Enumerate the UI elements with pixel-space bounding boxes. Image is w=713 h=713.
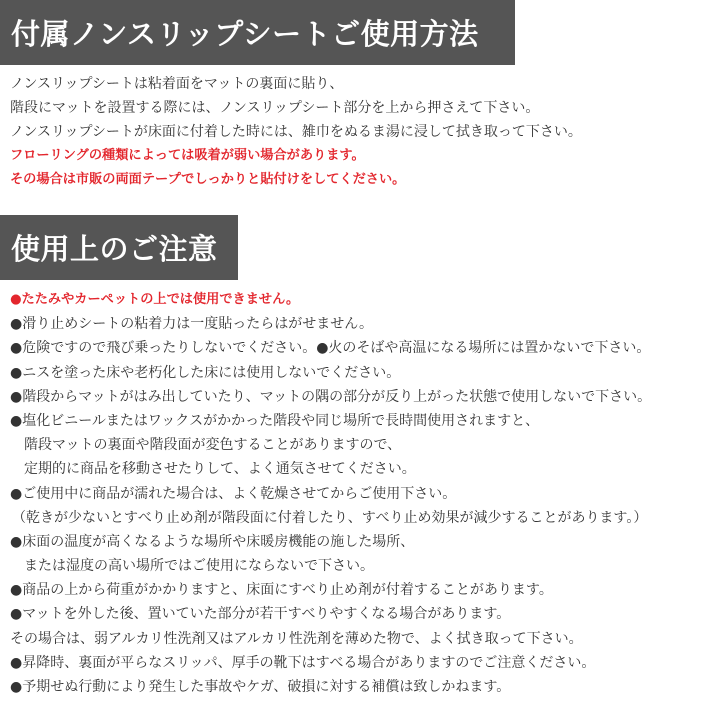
caution-line: ●床面の温度が高くなるような場所や床暖房機能の施した場所、 [10, 533, 415, 550]
caution-line: その場合は、弱アルカリ性洗剤又はアルカリ性洗剤を薄めた物で、よく拭き取って下さい。 [10, 630, 583, 647]
caution-note-line: （乾きが少ないとすべり止め剤が階段面に付着したり、すべり止め効果が減少することがあります。） [12, 509, 648, 526]
usage-section-heading: 付属ノンスリップシートご使用方法 [0, 0, 515, 65]
caution-line: ●商品の上から荷重がかかりますと、床面にすべり止め剤が付着することがあります。 [10, 582, 553, 599]
caution-line: ●階段からマットがはみ出していたり、マットの隅の部分が反り上がった状態で使用しないで下さい。 [10, 388, 652, 405]
usage-line: ノンスリップシートは粘着面をマットの裏面に貼り、 [10, 76, 344, 92]
caution-line: ●ご使用中に商品が濡れた場合は、よく乾燥させてからご使用下さい。 [10, 485, 457, 502]
usage-line: 階段にマットを設置する際には、ノンスリップシート部分を上から押さえて下さい。 [10, 100, 540, 116]
caution-warning-line: ●たたみやカーペットの上では使用できません。 [10, 292, 300, 307]
caution-line: ●昇降時、裏面が平らなスリッパ、厚手の靴下はすべる場合がありますのでご注意ください。 [10, 654, 596, 671]
usage-warning-line: その場合は市販の両面テープでしっかりと貼付けをしてください。 [10, 172, 406, 187]
caution-line: ●ニスを塗った床や老朽化した床には使用しないでください。 [10, 364, 401, 381]
usage-line: ノンスリップシートが床面に付着した時には、雑巾をぬるま湯に浸して拭き取って下さい。 [10, 124, 582, 140]
caution-line: ●塩化ビニールまたはワックスがかかった階段や同じ場所で長時間使用されますと、 [10, 412, 540, 429]
caution-line: ●滑り止めシートの粘着力は一度貼ったらはがせません。 [10, 316, 374, 333]
caution-line: ●マットを外した後、置いていた部分が若干すべりやすくなる場合があります。 [10, 606, 511, 623]
caution-line-continued: または湿度の高い場所ではご使用にならないで下さい。 [24, 558, 374, 575]
caution-line-continued: 定期的に商品を移動させたりして、よく通気させてください。 [24, 461, 416, 478]
caution-line: ●危険ですので飛び乗ったりしないでください。●火のそばや高温になる場所には置かないで下さい。 [10, 340, 651, 357]
usage-instructions [10, 72, 709, 192]
caution-line-continued: 階段マットの裏面や階段面が変色することがありますので、 [24, 437, 402, 454]
caution-line: ●予期せぬ行動により発生した事故やケガ、破損に対する補償は致しかねます。 [10, 679, 511, 695]
usage-warning-line: フローリングの種類によっては吸着が弱い場合があります。 [10, 148, 365, 163]
caution-section-heading: 使用上のご注意 [0, 215, 238, 280]
caution-list [10, 288, 709, 699]
